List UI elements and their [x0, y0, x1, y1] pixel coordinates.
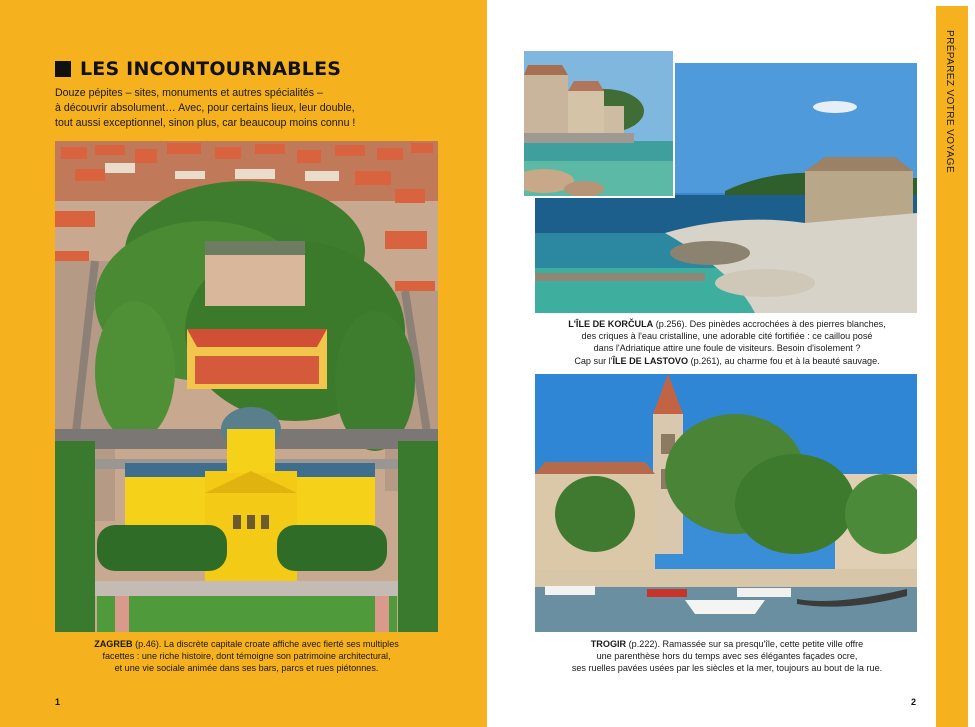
- caption-page-ref: (p.46).: [132, 639, 162, 649]
- caption-text: facettes : une riche histoire, dont témoigne son patrimoine architectural,: [102, 651, 391, 662]
- caption-place-name: ÎLE DE LASTOVO: [612, 355, 689, 366]
- section-title-text: LES INCONTOURNABLES: [80, 58, 342, 80]
- caption-text: (p.256). Des pinèdes accrochées à des pierres blanches,: [653, 319, 886, 329]
- section-title: [55, 58, 341, 80]
- caption-text: une parenthèse hors du temps avec ses élégantes façades ocre,: [596, 651, 858, 662]
- trogir-photo: [535, 374, 917, 632]
- left-page: [0, 0, 487, 727]
- caption-text: La discrète capitale croate affiche avec fierté ses multiples: [161, 639, 399, 649]
- zagreb-photo: [55, 141, 438, 632]
- caption-text: ses ruelles pavées usées par les siècles et la mer, toujours au bout de la rue.: [571, 663, 883, 674]
- caption-text: et une vie sociale animée dans ses bars, parcs et rues piétonnes.: [114, 663, 379, 674]
- caption-text: (p.222). Ramassée sur sa presqu'île, cette petite ville offre: [626, 639, 864, 649]
- caption-text: Cap sur l': [574, 355, 613, 366]
- section-side-tab: [936, 6, 968, 727]
- trogir-caption: [527, 638, 927, 675]
- caption-place-name: L'ÎLE DE KORČULA: [568, 319, 654, 329]
- right-page: [487, 0, 975, 727]
- caption-text: (p.261), au charme fou et à la beauté sauvage.: [688, 355, 880, 366]
- caption-text: dans l'Adriatique attire une foule de visiteurs. Besoin d'isolement ?: [593, 343, 861, 354]
- intro-line: tout aussi exceptionnel, sinon plus, car beaucoup moins connu !: [55, 117, 356, 129]
- page-number: 1: [55, 697, 61, 707]
- korcula-caption: [527, 318, 927, 367]
- side-tab-label: PRÉPAREZ VOTRE VOYAGE: [944, 30, 955, 174]
- square-bullet-icon: [55, 61, 71, 77]
- zagreb-caption: [30, 638, 463, 675]
- caption-text: des criques à l'eau cristalline, une adorable cité fortifiée : ce caillou posé: [581, 331, 873, 342]
- caption-place-name: TROGIR: [590, 639, 627, 649]
- korcula-houses-photo-front: [524, 51, 673, 196]
- page-number: 2: [911, 697, 917, 707]
- caption-place-name: ZAGREB: [94, 639, 133, 649]
- intro-text: [55, 86, 435, 131]
- intro-line: Douze pépites – sites, monuments et autres spécialités –: [55, 87, 323, 99]
- intro-line: à découvrir absolument… Avec, pour certains lieux, leur double,: [55, 102, 355, 114]
